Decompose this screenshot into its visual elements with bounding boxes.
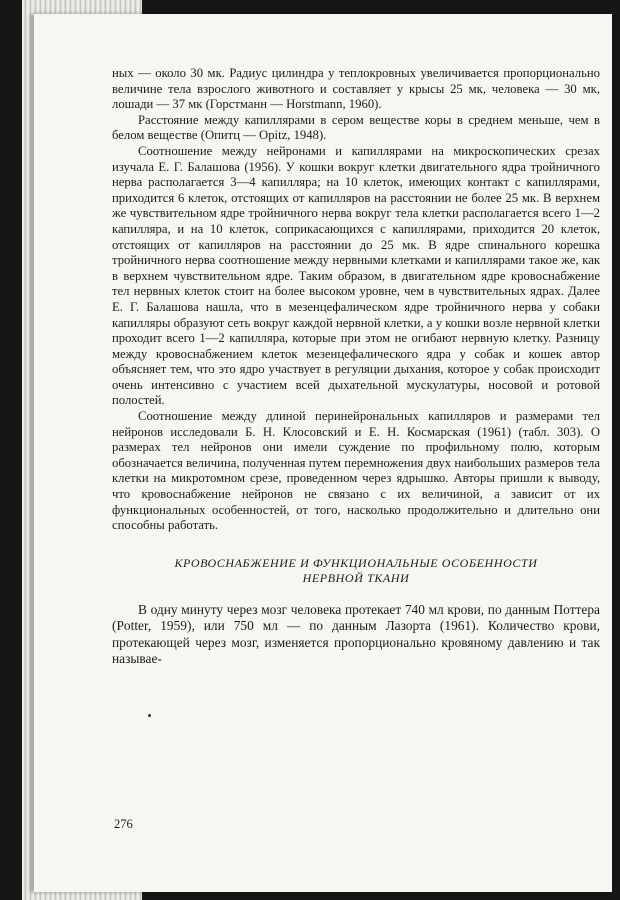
section-heading-line-1: КРОВОСНАБЖЕНИЕ И ФУНКЦИОНАЛЬНЫЕ ОСОБЕННОСТИ bbox=[174, 555, 538, 570]
page-number: 276 bbox=[114, 817, 133, 831]
paragraph-4: Соотношение между длиной перинейрональных капилляров и размерами тел нейронов исследовали Б. Н. Клосовский и Е. Н. Космарская (1961) (табл. 303). О размерах тел нейронов они имели суждение по профильному полю, которым обозначается величина, полученная путем перемножения двух наибольших размеров тела клетки на микротомном срезе, проведенном через ядрышко. Авторы пришли к выводу, что кровоснабжение нейронов не связано с их величиной, а зависит от их функциональных особенностей, от того, насколько продолжительно и длительно они способны работать. bbox=[112, 409, 600, 533]
paragraph-2: Расстояние между капиллярами в сером веществе коры в среднем меньше, чем в белом веществе (Опитц — Opitz, 1948). bbox=[112, 112, 600, 143]
section-heading-line-2: НЕРВНОЙ ТКАНИ bbox=[302, 570, 410, 585]
page-body bbox=[112, 66, 600, 667]
paragraph-1: ных — около 30 мк. Радиус цилиндра у теплокровных увеличивается пропорционально величине тела взрослого животного и составляет у крысы 25 мк, человека — 30 мк, лошади — 37 мк (Горстманн — Horstmann, 1960). bbox=[112, 66, 600, 112]
margin-dot bbox=[148, 714, 151, 717]
paragraph-3: Соотношение между нейронами и капиллярами на микроскопических срезах изучала Е. Г. Балашова (1956). У кошки вокруг клетки двигательного ядра тройничного нерва располагается 3—4 капилляра; на 10 клеток, имеющих контакт с капиллярами, приходится 6 клеток, отстоящих от капилляров на расстоянии не более 25 мк. В верхнем же чувствительном ядре тройничного нерва вокруг тела клетки располагается всего 1—2 капилляра, и на 10 клеток, соприкасающихся с капиллярами, приходится 20 клеток, отстоящих от капилляров на расстоянии до 25 мк. В ядре спинального корешка тройничного нерва соотношение между нервными клетками и капиллярами такое же, как в верхнем чувствительном ядре. Таким образом, в двигательном ядре кровоснабжение тел нервных клеток стоит на более высоком уровне, чем в чувствительных ядрах. Далее Е. Г. Балашова нашла, что в мезенцефалическом ядре тройничного нерва у собаки капилляры образуют сеть вокруг каждой нервной клетки, а у кошки возле нервной клетки проходит всего 1—2 капилляра, которые при этом не огибают нервную клетку. Разницу между кровоснабжением клеток мезенцефалического ядра у собак и кошек автор объясняет тем, что это ядро участвует в регуляции дыхания, которое у собак происходит очень интенсивно с участием всей дыхательной мускулатуры, носовой и ротовой полостей. bbox=[112, 143, 600, 408]
paragraph-5: В одну минуту через мозг человека протекает 740 мл крови, по данным Поттера (Potter, 1959), или 750 мл — по данным Лазорта (1961). Количество крови, протекающей через мозг, изменяется пропорционально кровяному давлению и так называе- bbox=[112, 601, 600, 667]
section-heading bbox=[112, 556, 600, 586]
